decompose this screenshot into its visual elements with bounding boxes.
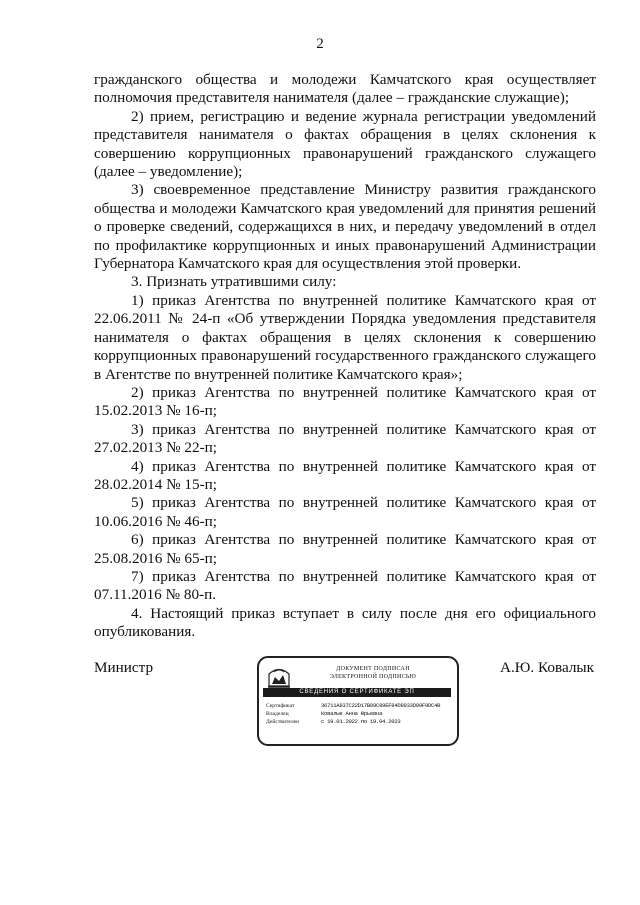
page-number: 2: [316, 36, 324, 52]
signer-title: Министр: [94, 659, 154, 676]
paragraph: гражданского общества и молодежи Камчатского края осуществляет полномочия представителя нанимателя (далее – гражданские служащие);: [94, 71, 596, 107]
stamp-subtitle: ЭЛЕКТРОННОЙ ПОДПИСЬЮ: [329, 674, 417, 680]
paragraph: 1) приказ Агентства по внутренней политике Камчатского края от 22.06.2011 № 24-п «Об утверждении Порядка уведомления представителя нанимателя о фактах обращения в целях склонения к совершению коррупционных правонарушений государственного гражданского служащего в Агентстве по внутренней политике Камчатского края»;: [94, 291, 596, 383]
validity-label: Действителен: [266, 719, 300, 725]
electronic-signature-stamp: [257, 656, 459, 746]
paragraph: 4) приказ Агентства по внутренней политике Камчатского края от 28.02.2014 № 15-п;: [94, 457, 596, 493]
signature-block: [94, 656, 596, 746]
cert-label: Сертификат: [266, 703, 295, 709]
paragraph: 5) приказ Агентства по внутренней политике Камчатского края от 10.06.2016 № 46-п;: [94, 494, 596, 530]
cert-value: 36711A837C22D17B89C89EF84D8933D09F9DC4B: [321, 702, 441, 709]
coat-of-arms-icon: [265, 664, 293, 690]
signer-name: А.Ю. Ковалык: [500, 659, 594, 676]
paragraph: 3) приказ Агентства по внутренней политике Камчатского края от 27.02.2013 № 22-п;: [94, 420, 596, 457]
stamp-title: ДОКУМЕНТ ПОДПИСАН: [336, 666, 410, 672]
owner-value: Ковалык Анна Юрьевна: [321, 710, 383, 717]
stamp-owner-row: [266, 710, 451, 718]
paragraph: 2) приказ Агентства по внутренней политике Камчатского края от 15.02.2013 № 16-п;: [94, 383, 596, 420]
stamp-cert-header: СВЕДЕНИЯ О СЕРТИФИКАТЕ ЭП: [263, 688, 451, 697]
paragraph: 3) своевременное представление Министру развития гражданского общества и молодежи Камчатского края уведомлений для принятия решений о проверке сведений, содержащихся в них, и передачу уведомлений в отдел по профилактике коррупционных и иных правонарушений Администрации Губернатора Камчатского края для осуществления этой проверки.: [94, 181, 596, 273]
owner-label: Владелец: [266, 711, 289, 717]
stamp-cert-row: [266, 702, 451, 710]
paragraph: 4. Настоящий приказ вступает в силу после дня его официального опубликования.: [94, 604, 596, 641]
paragraph: 2) прием, регистрацию и ведение журнала регистрации уведомлений представителя нанимателя о фактах обращения в целях склонения к совершению коррупционных правонарушений гражданского служащего (далее – уведомление);: [94, 107, 596, 181]
paragraph: 3. Признать утратившими силу:: [131, 273, 337, 291]
stamp-validity-row: [266, 718, 451, 726]
validity-value: с 19.01.2022 по 19.04.2023: [321, 718, 401, 725]
paragraph: 6) приказ Агентства по внутренней политике Камчатского края от 25.08.2016 № 65-п;: [94, 531, 596, 567]
paragraph: 7) приказ Агентства по внутренней политике Камчатского края от 07.11.2016 № 80-п.: [94, 567, 596, 604]
document-body: [94, 71, 596, 642]
